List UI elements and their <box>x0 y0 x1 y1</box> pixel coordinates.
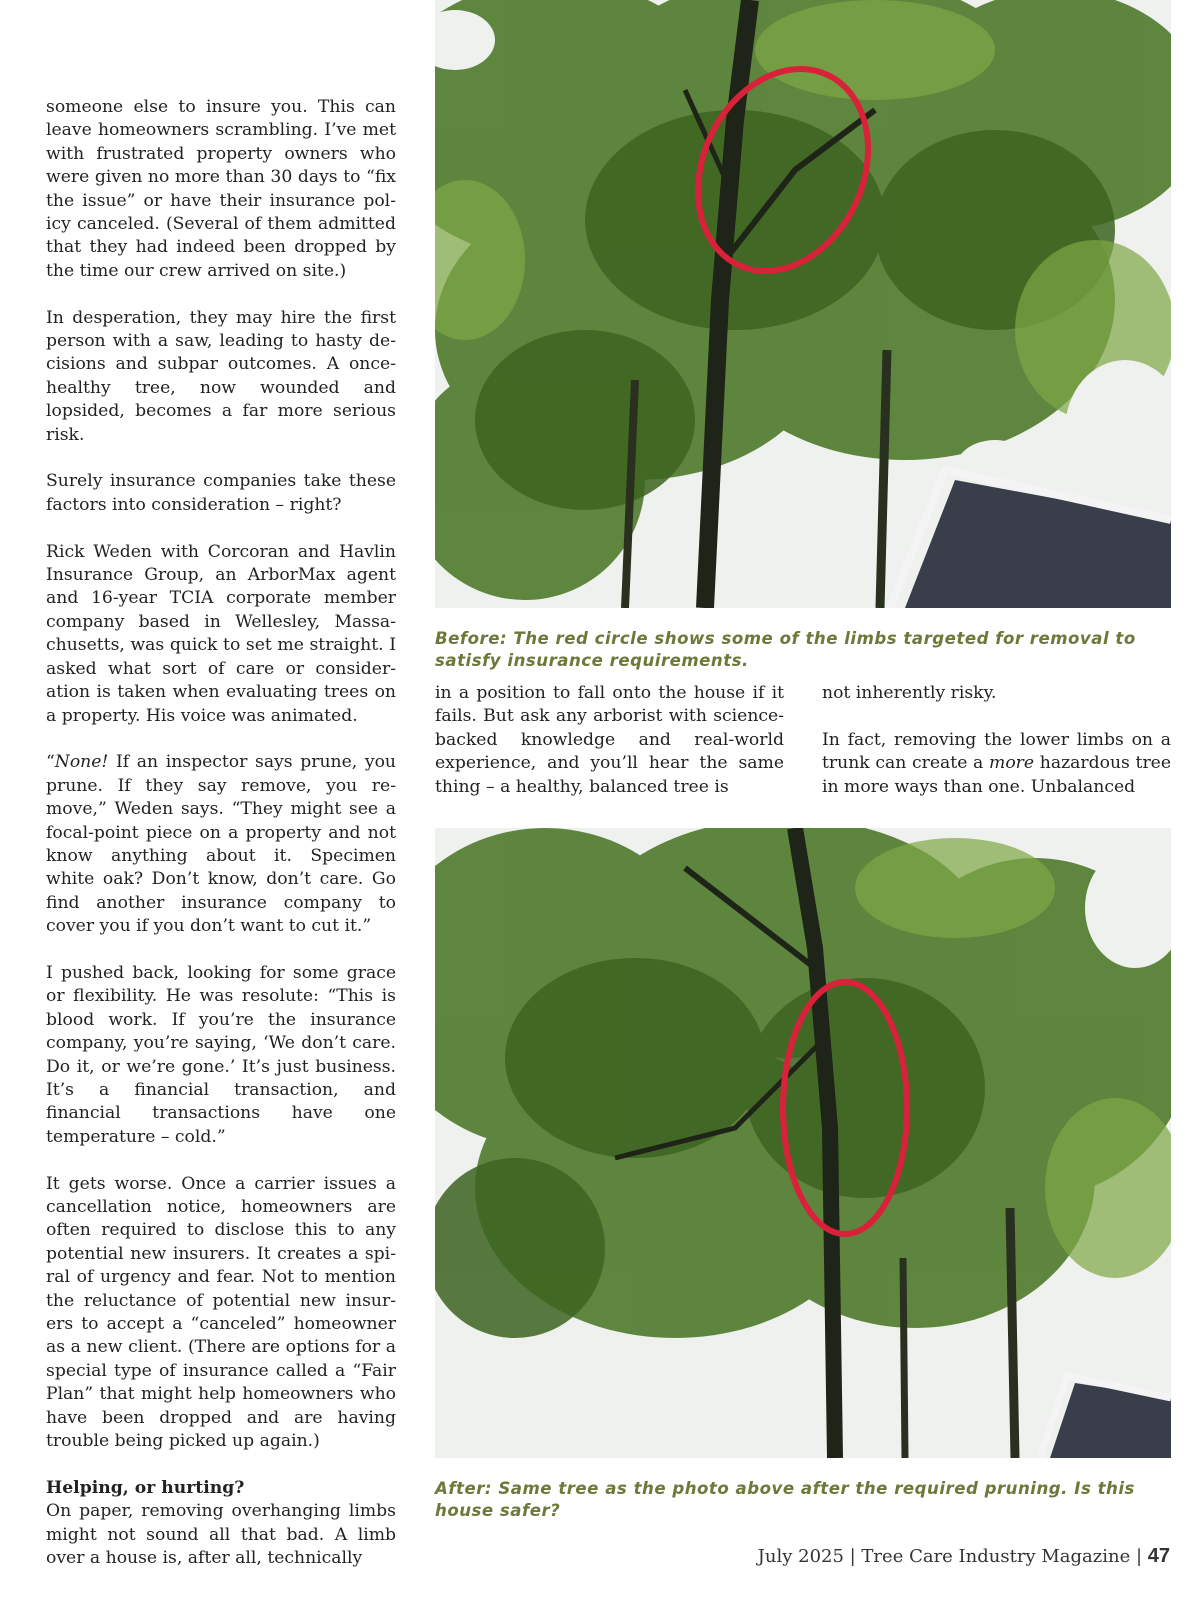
subheading: Helping, or hurting? <box>46 1477 245 1498</box>
paragraph <box>822 729 1171 799</box>
footer-text: July 2025 | Tree Care Industry Magazine | <box>757 1546 1148 1567</box>
paragraph-text: hazardous tree in more ways than one. Unbalanced <box>822 753 1172 797</box>
paragraph: I pushed back, looking for some grace or flexibility. He was resolute: “This is blood work. If you’re the insurance company, you’re saying, ‘We don’t care. Do it, or we’re gone.’ It’s just business. It’s a financial transaction, and financial transactions have one temperature – cold.” <box>46 962 396 1147</box>
paragraph: In desperation, they may hire the first person with a saw, leading to hasty decisions and subpar outcomes. A once-healthy tree, now wounded and lopsided, becomes a far more serious risk. <box>46 307 396 445</box>
caption-before: Before: The red circle shows some of the limbs targeted for removal to satisfy insurance requirements. <box>435 629 1136 670</box>
tree-photo-before <box>435 0 1171 608</box>
paragraph: in a position to fall onto the house if it fails. But ask any arborist with science-backed knowledge and real-world experience, and you’ll hear the same thing – a healthy, balanced tree is <box>435 683 784 797</box>
page-footer <box>758 1545 1170 1568</box>
paragraph: Surely insurance companies take these factors into consideration – right? <box>46 471 396 515</box>
paragraph: It gets worse. Once a carrier issues a cancellation notice, homeowners are often required to disclose this to any potential new insurers. It creates a spiral of urgency and fear. Not to mention the reluctance of potential new insurers to accept a “canceled” homeowner as a new client. (There are options for a special type of insurance called a “Fair Plan” that might help homeowners who have been dropped and are having trouble being picked up again.) <box>46 1173 396 1452</box>
paragraph-text: If an inspector says prune, you prune. If they say remove, you remove,” Weden says. “They might see a focal-point piece on a property and not know anything about it. Specimen white oak? Don’t know, don’t care. Go find another insurance company to cover you if you don’t want to cut it.” <box>46 752 396 937</box>
tree-photo-after <box>435 828 1171 1458</box>
before-photo <box>435 0 1171 608</box>
emphasis: more <box>989 753 1035 774</box>
quote-open: “ <box>46 752 55 773</box>
paragraph: On paper, removing overhanging limbs might not sound all that bad. A limb over a house is, after all, technically <box>46 1501 396 1569</box>
paragraph-text: In fact, removing the lower limbs on a trunk can create a <box>822 729 1171 774</box>
left-column <box>46 96 396 1594</box>
paragraph <box>46 751 396 938</box>
after-photo <box>435 828 1171 1458</box>
middle-column-b <box>822 682 1171 822</box>
paragraph: Rick Weden with Corcoran and Havlin Insurance Group, an ArborMax agent and 16-year TCIA corporate member company based in Wellesley, Massachusetts, was quick to set me straight. I asked what sort of care or consideration is taken when evaluating trees on a property. His voice was animated. <box>46 541 396 726</box>
paragraph: someone else to insure you. This can leave homeowners scrambling. I’ve met with frustrated property owners who were given no more than 30 days to “fix the issue” or have their insurance policy canceled. (Several of them admitted that they had indeed been dropped by the time our crew arrived on site.) <box>46 97 396 281</box>
middle-column-a <box>435 682 784 822</box>
page-number: 47 <box>1147 1545 1170 1567</box>
emphasis: None! <box>54 752 109 773</box>
caption-after: After: Same tree as the photo above after the required pruning. Is this house safer? <box>435 1479 1135 1520</box>
paragraph: not inherently risky. <box>822 683 997 703</box>
